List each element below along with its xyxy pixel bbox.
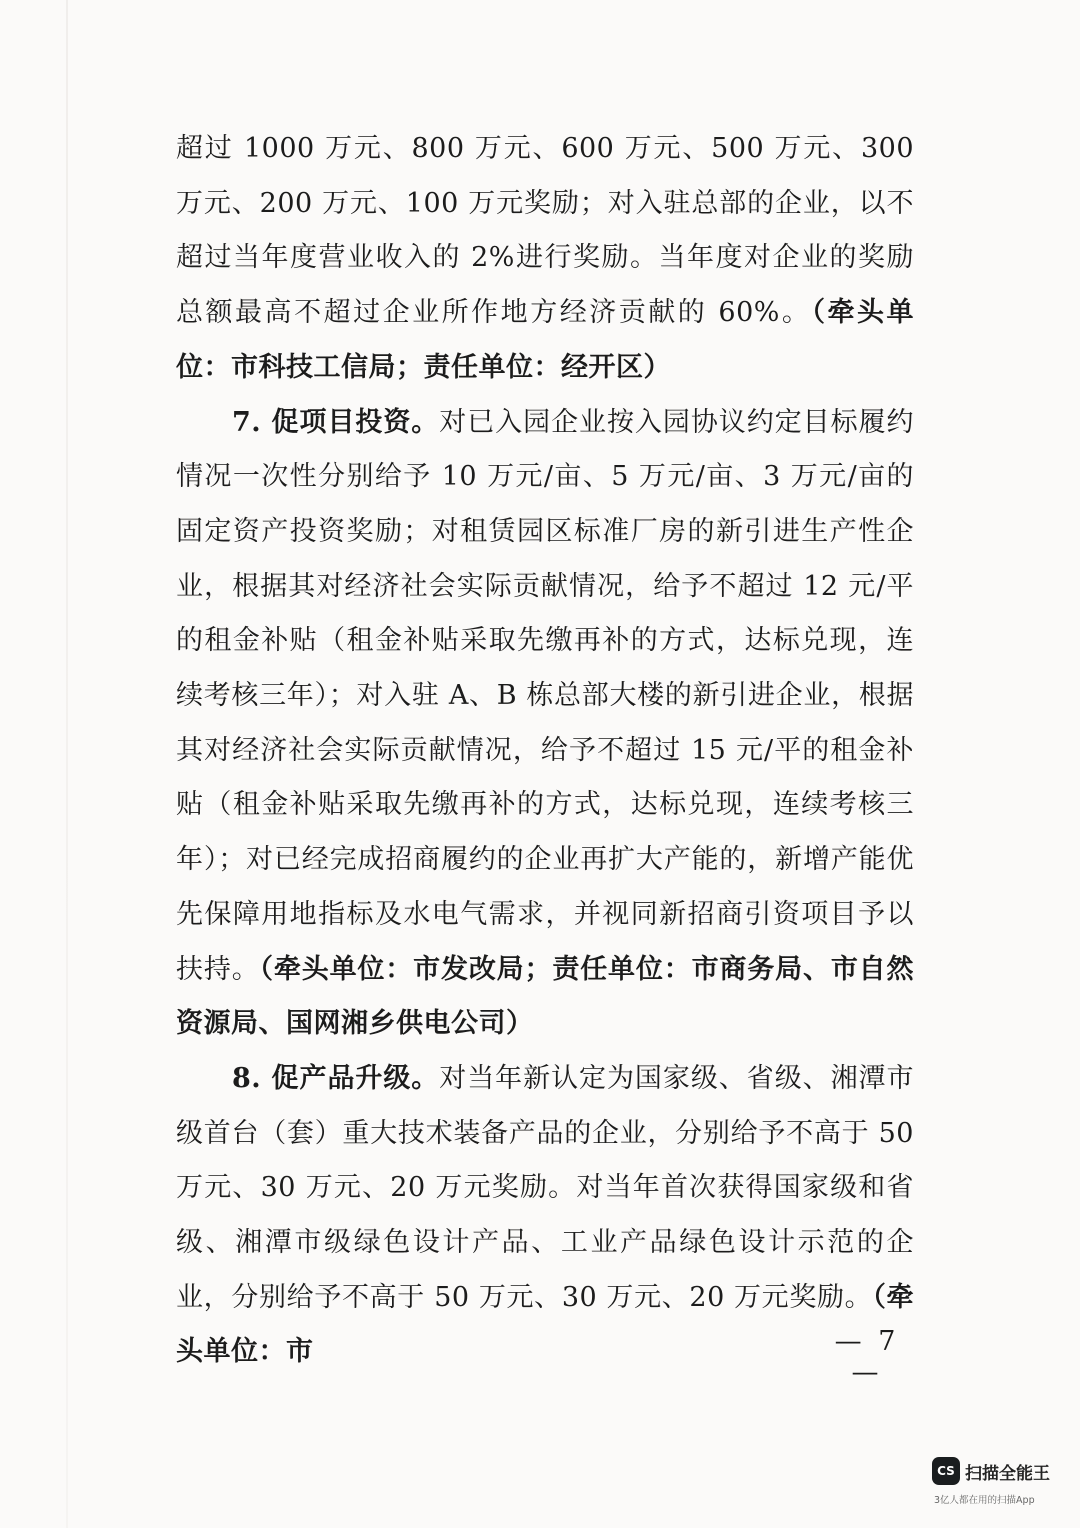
scanner-logo-icon: CS <box>932 1457 960 1485</box>
responsible-unit-note: （牵头单位：市 <box>176 1281 915 1368</box>
document-body <box>176 122 914 1380</box>
paragraph-item-7 <box>176 396 914 1052</box>
scanner-watermark <box>928 1454 1078 1514</box>
item-heading: 7. 促项目投资。 <box>232 406 440 438</box>
scanner-slogan: 3亿人都在用的扫描App <box>934 1495 1035 1506</box>
responsible-unit-note: （牵头单位：市科技工信局；责任单位：经开区） <box>176 297 915 383</box>
responsible-unit-note: （牵头单位：市发改局；责任单位：市商务局、市自然资源局、国网湘乡供电公司） <box>176 953 915 1040</box>
paragraph-text: 对当年新认定为国家级、省级、湘潭市级首台（套）重大技术装备产品的企业，分别给予不高于 50 万元、30 万元、20 万元奖励。对当年首次获得国家级和省级、湘潭市级绿色设计产品、工业产品绿色设计示范的企业，分别给予不高于 50 万元、30 万元、20 万元奖励。 <box>176 1062 915 1313</box>
scanner-app-name: 扫描全能王 <box>965 1464 1050 1484</box>
item-heading: 8. 促产品升级。 <box>232 1062 440 1094</box>
paragraph-continuation <box>176 122 914 396</box>
paragraph-text: 超过 1000 万元、800 万元、600 万元、500 万元、300 万元、200 万元、100 万元奖励；对入驻总部的企业，以不超过当年度营业收入的 2%进行奖励。当年度对企业的奖励总额最高不超过企业所作地方经济贡献的 60%。 <box>176 133 914 329</box>
paragraph-item-8 <box>176 1052 914 1380</box>
page-number: — 7 — <box>834 1326 900 1388</box>
page-edge <box>66 0 68 1528</box>
paragraph-text: 对已入园企业按入园协议约定目标履约情况一次性分别给予 10 万元/亩、5 万元/亩、3 万元/亩的固定资产投资奖励；对租赁园区标准厂房的新引进生产性企业，根据其对经济社会实际贡献情况，给予不超过 12 元/平的租金补贴（租金补贴采取先缴再补的方式，达标兑现，连续考核三年）；对入驻 A、B 栋总部大楼的新引进企业，根据其对经济社会实际贡献情况，给予不超过 15 元/平的租金补贴（租金补贴采取先缴再补的方式，达标兑现，连续考核三年）；对已经完成招商履约的企业再扩大产能的，新增产能优先保障用地指标及水电气需求，并视同新招商引资项目予以扶持。 <box>176 406 915 985</box>
